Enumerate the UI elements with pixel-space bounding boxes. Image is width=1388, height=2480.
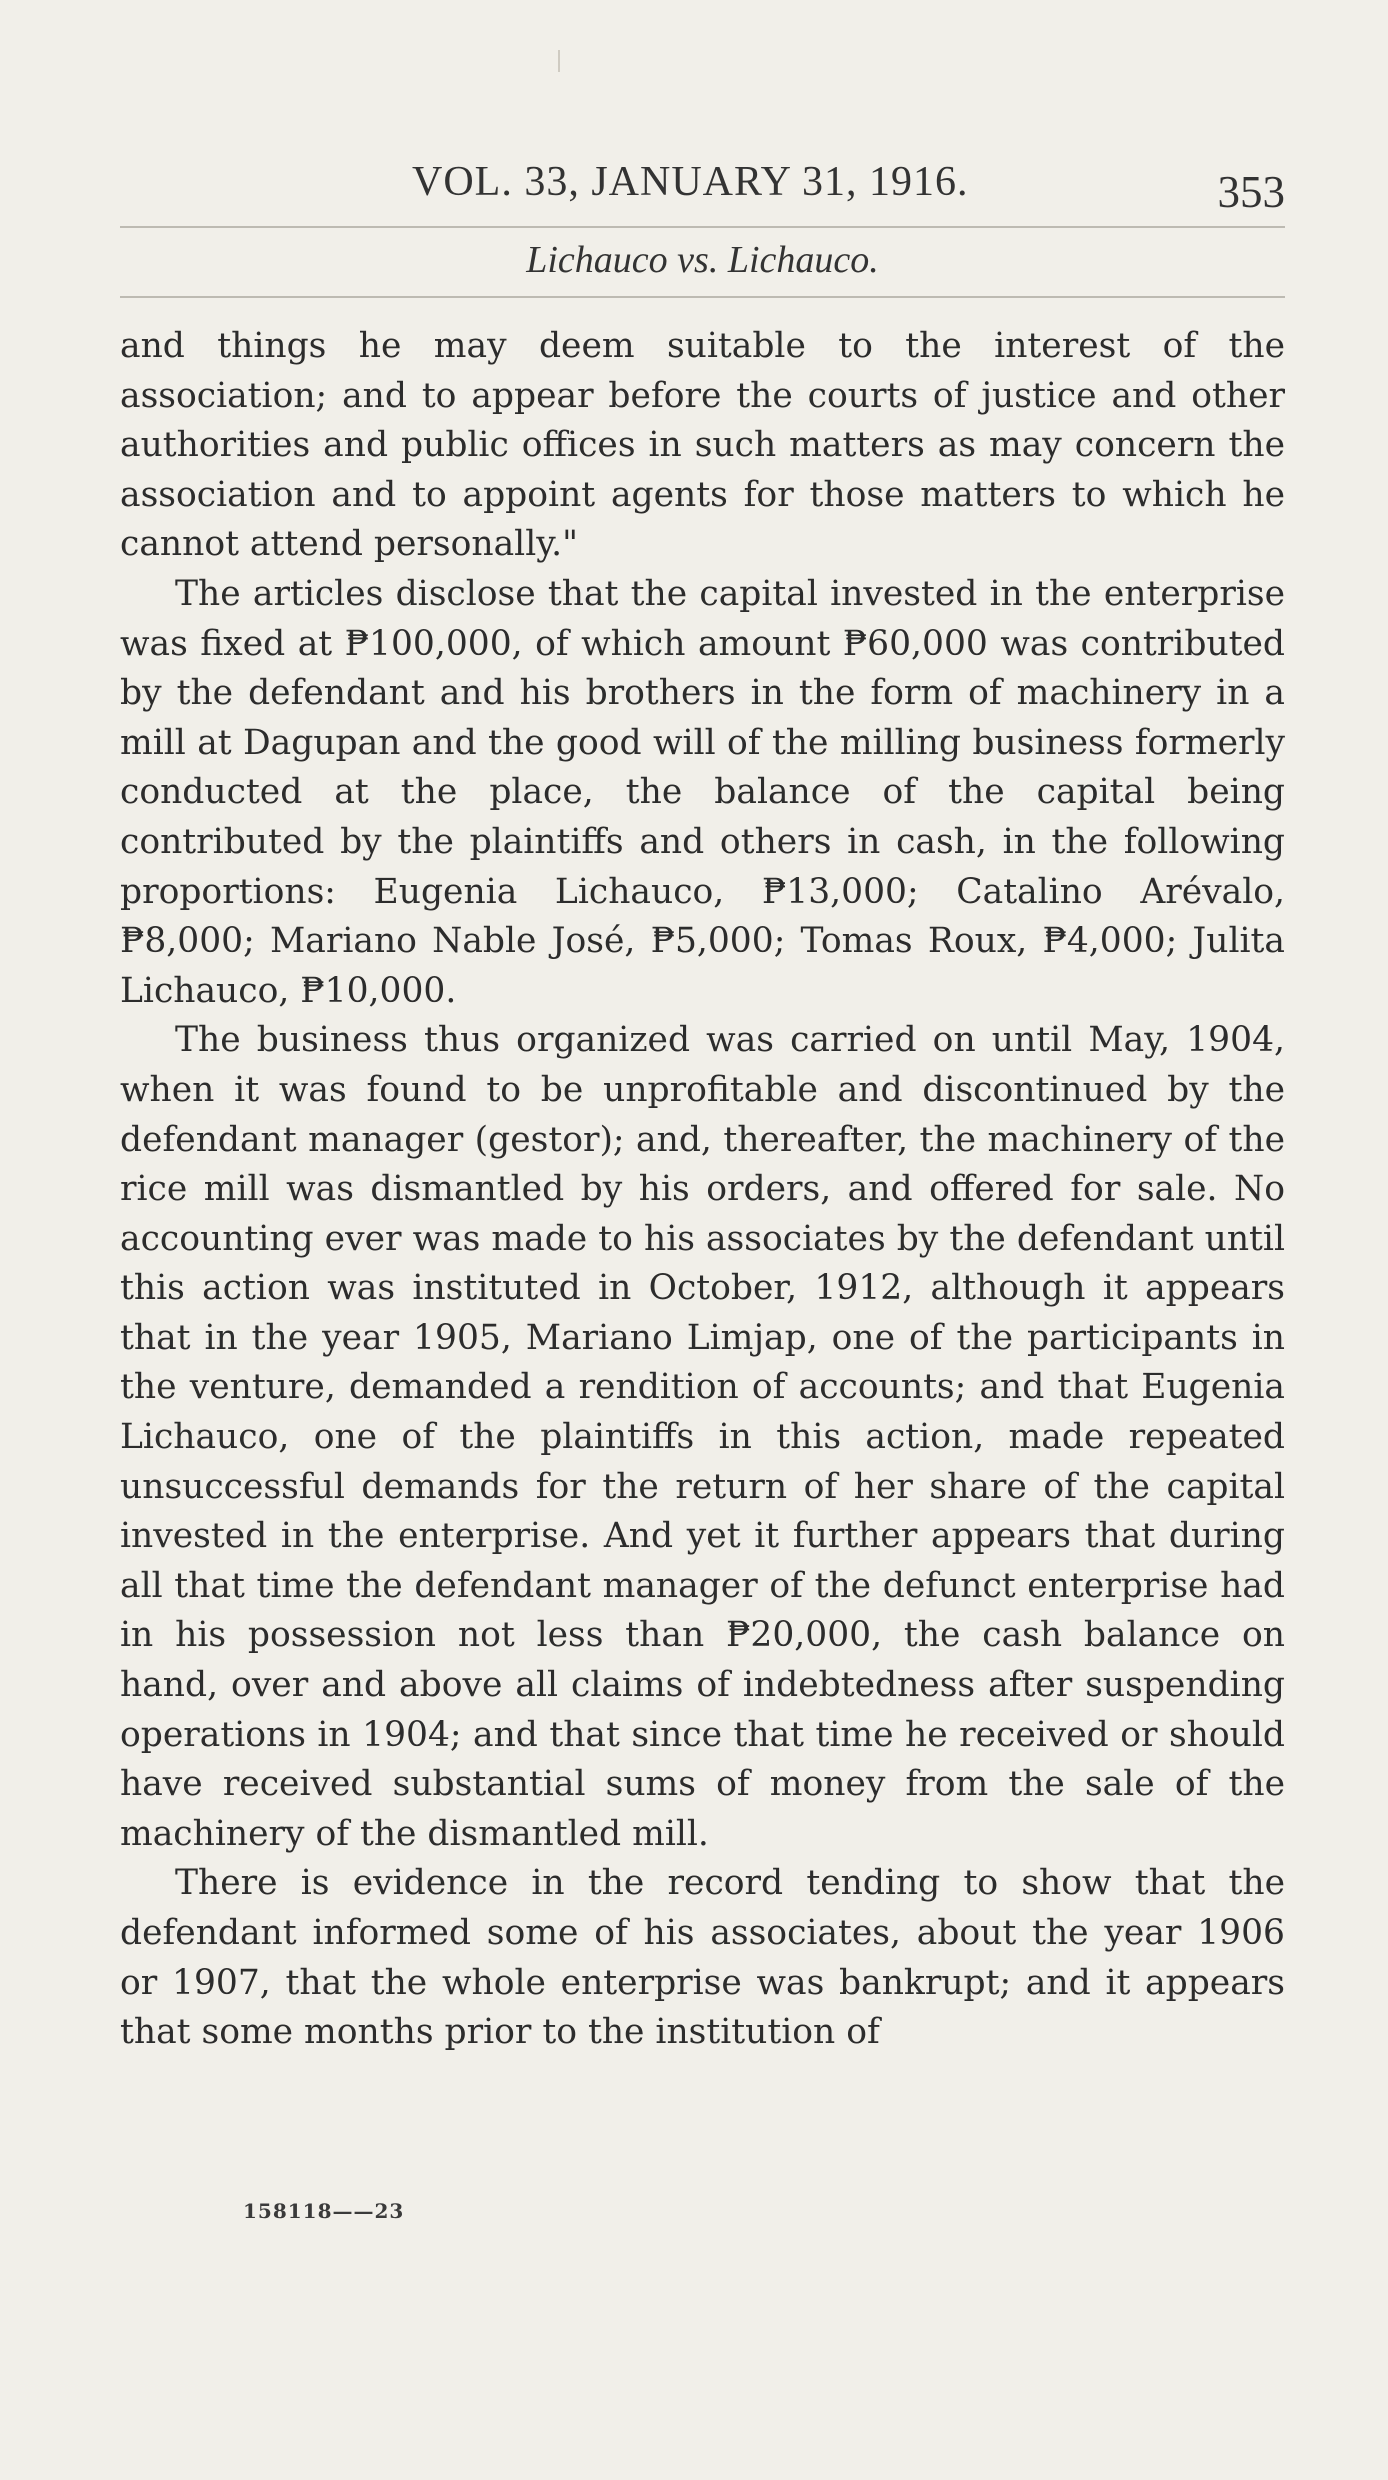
paragraph-4: There is evidence in the record tending to show that the defendant informed some of his associates, about the year 1906 or 1907, that the whole enterprise was bankrupt; and it appears that some months prior to the institution of [120,1863,1285,2053]
body-text [120,322,1285,2058]
header-rule-top [120,226,1285,228]
paragraph-3: The business thus organized was carried on until May, 1904, when it was found to be unprofitable and discontinued by the defendant manager (gestor); and, thereafter, the machinery of the rice mill was dismantled by his orders, and offered for sale. No accounting ever was made to his associates by the defendant until this action was instituted in October, 1912, although it appears that in the year 1905, Mariano Limjap, one of the participants in the venture, demanded a rendition of accounts; and that Eugenia Lichauco, one of the plaintiffs in this action, made repeated unsuccessful demands for the return of her share of the capital invested in the enterprise. And yet it further appears that during all that time the defendant manager of the defunct enterprise had in his possession not less than ₱20,000, the cash balance on hand, over and above all claims of indebtedness after suspending operations in 1904; and that since that time he received or should have received substantial sums of money from the sale of the machinery of the dismantled mill. [120,1020,1285,1854]
page-number: 353 [1217,167,1285,217]
signature-mark: 158118——23 [243,2199,405,2223]
header-rule-bottom [120,296,1285,298]
margin-mark [558,50,560,72]
volume-date-heading: VOL. 33, JANUARY 31, 1916. [412,159,969,205]
paragraph-2: The articles disclose that the capital invested in the enterprise was fixed at ₱100,000, of which amount ₱60,000 was contributed by the defendant and his brothers in the form of machinery in a mill at Dagupan and the good will of the milling business formerly conducted at the place, the balance of the capital being contributed by the plaintiffs and others in cash, in the following proportions: Eugenia Lichauco, ₱13,000; Catalino Arévalo, ₱8,000; Mariano Nable José, ₱5,000; Tomas Roux, ₱4,000; Julita Lichauco, ₱10,000. [120,573,1285,1011]
running-head [120,148,1285,218]
paragraph-1: and things he may deem suitable to the interest of the association; and to appear before the courts of justice and other authorities and public offices in such matters as may concern the association and to appoint agents for those matters to which he cannot attend personally." [120,326,1285,565]
case-title: Lichauco vs. Lichauco. [526,239,879,281]
